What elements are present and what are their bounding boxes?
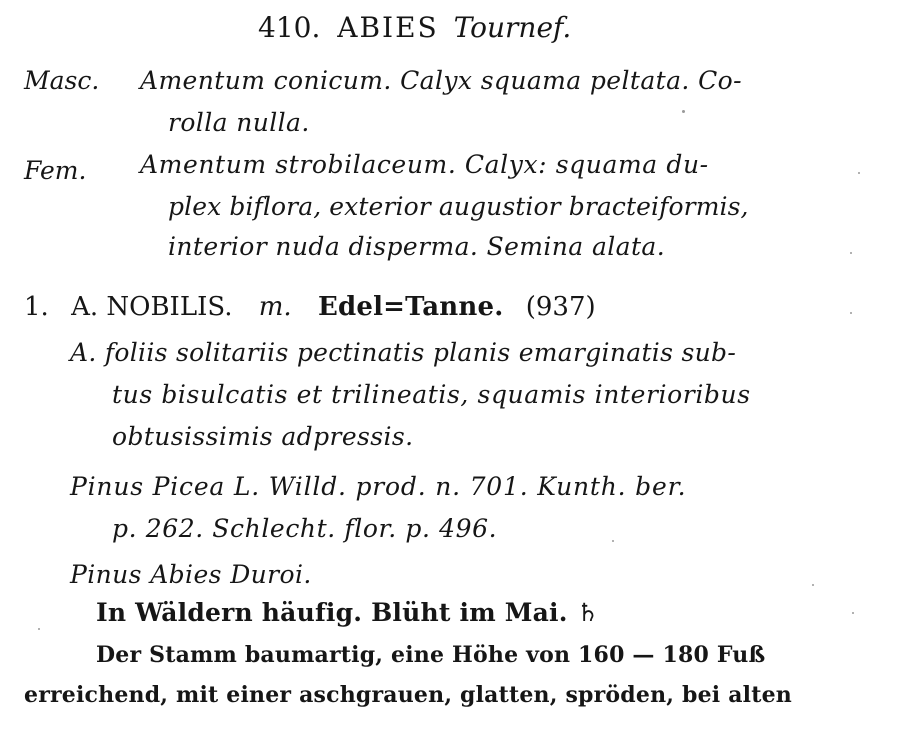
genus-author: Tournef. [453, 11, 572, 44]
genus-name: ABIES [337, 11, 439, 44]
paper-speck [38, 628, 40, 630]
masc-label: Masc. [24, 66, 100, 95]
synonym1-line1: Pinus Picea L. Willd. prod. n. 701. Kunth. ber. [70, 472, 687, 501]
species-marker: m. [258, 292, 292, 322]
description-line1: Der Stamm baumartig, eine Höhe von 160 — 180 Fuß [96, 642, 766, 668]
species-name: A. NOBILIS. [71, 292, 233, 322]
diagnosis-line3: obtusissimis adpressis. [112, 422, 414, 451]
species-common-name: Edel=Tanne. [317, 292, 504, 322]
species-reference: (937) [525, 292, 596, 322]
paper-speck [812, 584, 814, 586]
genus-heading [258, 11, 572, 44]
paper-speck [852, 612, 854, 614]
masc-text-line2: rolla nulla. [168, 108, 310, 137]
paper-speck [612, 540, 614, 542]
paper-speck [850, 312, 852, 314]
habitat-line: In Wäldern häufig. Blüht im Mai. ♄ [96, 598, 600, 627]
genus-number: 410. [258, 11, 321, 44]
fem-text-line3: interior nuda disperma. Semina alata. [168, 232, 666, 261]
fem-text-line1: Amentum strobilaceum. Calyx: squama du- [140, 150, 709, 179]
synonym1-line2: p. 262. Schlecht. flor. p. 496. [112, 514, 498, 543]
species-number: 1. [24, 292, 49, 322]
paper-speck [858, 172, 860, 174]
species-heading [24, 294, 596, 320]
diagnosis-line2: tus bisulcatis et trilineatis, squamis interioribus [112, 380, 751, 409]
description-line2: erreichend, mit einer aschgrauen, glatten, spröden, bei alten [24, 682, 792, 708]
fem-label: Fem. [24, 156, 87, 185]
masc-text-line1: Amentum conicum. Calyx squama peltata. Co- [140, 66, 742, 95]
paper-speck [682, 110, 685, 113]
synonym2: Pinus Abies Duroi. [70, 560, 312, 589]
fem-text-line2: plex biflora, exterior augustior bracteiformis, [168, 192, 749, 221]
paper-speck [850, 252, 852, 254]
diagnosis-line1: A. foliis solitariis pectinatis planis emarginatis sub- [70, 338, 737, 367]
